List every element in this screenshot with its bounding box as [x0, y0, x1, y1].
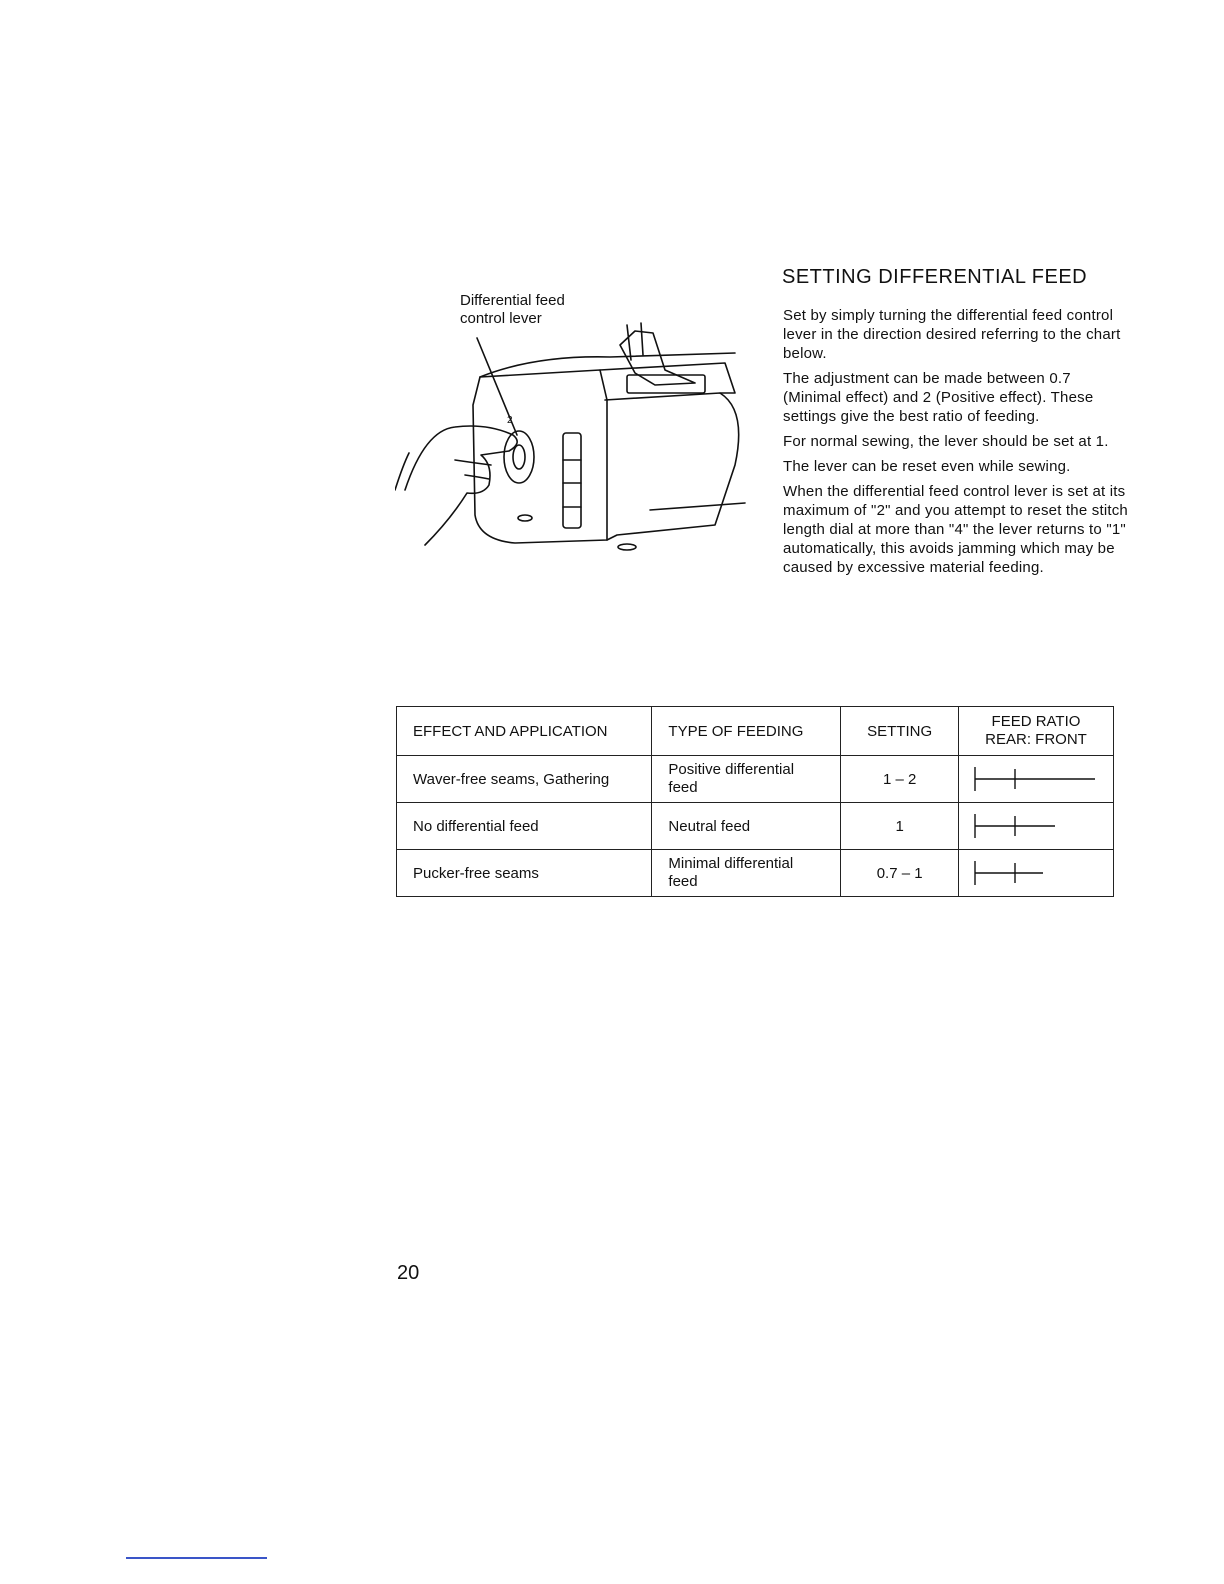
section-title: SETTING DIFFERENTIAL FEED [782, 266, 1088, 288]
serger-illustration [395, 315, 755, 565]
callout-label-line1: Differential feed [460, 292, 565, 309]
footer-rule [126, 1557, 267, 1559]
row-ratio [958, 850, 1113, 897]
instruction-paragraph: Set by simply turning the differential feed control lever in the direction desired referring to the chart below. [783, 307, 1121, 362]
row-effect: Waver-free seams, Gathering [397, 756, 652, 803]
table-header-row [397, 707, 1114, 756]
feed-ratio-diagram [973, 811, 1099, 841]
feed-ratio-diagram [973, 764, 1099, 794]
header-effect: EFFECT AND APPLICATION [397, 707, 652, 756]
feed-ratio-diagram [973, 858, 1099, 888]
row-effect: Pucker-free seams [397, 850, 652, 897]
page-number: 20 [397, 1262, 420, 1284]
instructions-text [783, 306, 1128, 583]
instruction-paragraph: The lever can be reset even while sewing. [783, 458, 1071, 475]
row-setting: 0.7 – 1 [841, 850, 959, 897]
row-type: Positive differential feed [652, 756, 841, 803]
row-effect: No differential feed [397, 803, 652, 850]
feed-chart-table [396, 706, 1114, 897]
row-type: Minimal differential feed [652, 850, 841, 897]
differential-feed-dial-icon [504, 431, 534, 483]
header-setting: SETTING [841, 707, 959, 756]
machine-left-body [473, 370, 607, 543]
instruction-paragraph: For normal sewing, the lever should be set at 1. [783, 433, 1109, 450]
row-ratio [958, 803, 1113, 850]
machine-right-top [600, 363, 735, 393]
row-type: Neutral feed [652, 803, 841, 850]
row-setting: 1 [841, 803, 959, 850]
callout-label-line2: control lever [460, 310, 542, 327]
row-setting: 1 – 2 [841, 756, 959, 803]
header-ratio [958, 707, 1113, 756]
table-row [397, 850, 1114, 897]
thread-guide [627, 323, 643, 360]
svg-text:2: 2 [507, 415, 513, 426]
header-ratio-line2: REAR: FRONT [985, 731, 1087, 748]
instruction-paragraph: When the differential feed control lever is set at its maximum of "2" and you attempt to reset the stitch length dial at more than "4" the lever returns to "1" automatically, this avoids jamming which may be caused by excessive material feeding. [783, 483, 1128, 576]
hand-outline [405, 426, 517, 545]
table-row [397, 756, 1114, 803]
instruction-paragraph: The adjustment can be made between 0.7 (Minimal effect) and 2 (Positive effect). These settings give the best ratio of feeding. [783, 370, 1094, 425]
row-ratio [958, 756, 1113, 803]
header-ratio-line1: FEED RATIO [991, 713, 1081, 730]
machine-right-body [605, 393, 739, 540]
table-row [397, 803, 1114, 850]
header-type: TYPE OF FEEDING [652, 707, 841, 756]
side-panel-slot [563, 433, 581, 528]
